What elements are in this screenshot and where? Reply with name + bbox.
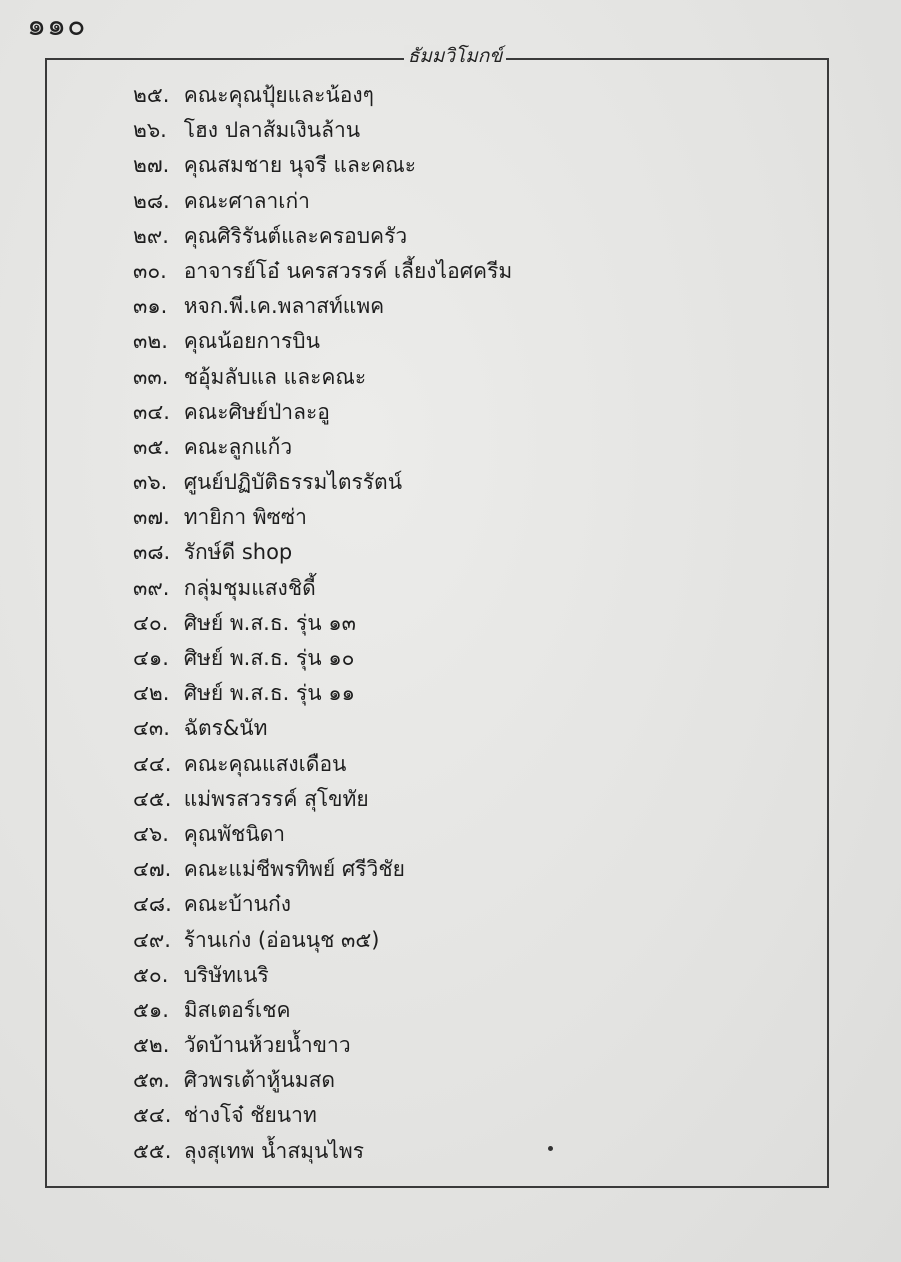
entry-text: ทายิกา พิซซ่า bbox=[183, 505, 307, 530]
entry-number: ๒๖. bbox=[133, 118, 167, 143]
list-item bbox=[133, 958, 512, 993]
list-item bbox=[133, 289, 512, 324]
list-item bbox=[133, 676, 512, 711]
entry-number: ๓๓. bbox=[133, 364, 169, 389]
entry-text: แม่พรสวรรค์ สุโขทัย bbox=[183, 786, 369, 811]
entry-text: คณะแม่ชีพรทิพย์ ศรีวิชัย bbox=[183, 857, 405, 882]
list-item bbox=[133, 817, 512, 852]
list-item bbox=[133, 535, 512, 570]
entry-text: คณะคุณแสงเดือน bbox=[183, 751, 347, 776]
list-item bbox=[133, 1063, 512, 1098]
list-item bbox=[133, 1134, 512, 1169]
list-item bbox=[133, 852, 512, 887]
list-item bbox=[133, 606, 512, 641]
entry-number: ๔๔. bbox=[133, 751, 172, 776]
list-item bbox=[133, 430, 512, 465]
entry-number: ๒๙. bbox=[133, 223, 169, 248]
entry-number: ๕๐. bbox=[133, 962, 169, 987]
list-item bbox=[133, 993, 512, 1028]
entry-text: คณะศิษย์ป่าละอู bbox=[183, 399, 330, 424]
entry-text: รักษ์ดี shop bbox=[183, 540, 293, 565]
entry-text: คณะคุณปุ้ยและน้องๆ bbox=[183, 83, 374, 107]
entry-text: หจก.พี.เค.พลาสท์แพค bbox=[183, 294, 385, 319]
ink-dot bbox=[548, 1146, 553, 1151]
list-item bbox=[133, 887, 512, 922]
entry-number: ๓๕. bbox=[133, 434, 170, 459]
list-item bbox=[133, 78, 512, 113]
entry-text: ศิษย์ พ.ส.ธ. รุ่น ๑๑ bbox=[183, 681, 355, 706]
entry-number: ๓๘. bbox=[133, 540, 171, 565]
entry-number: ๕๒. bbox=[133, 1033, 170, 1058]
entry-text: มิสเตอร์เชค bbox=[183, 997, 291, 1022]
list-item bbox=[133, 360, 512, 395]
entry-number: ๔๖. bbox=[133, 821, 169, 846]
entry-number: ๔๘. bbox=[133, 892, 172, 917]
entry-text: คุณสมชาย นุจรี และคณะ bbox=[183, 153, 417, 178]
entry-text: ศิวพรเต้าหู้นมสด bbox=[183, 1068, 336, 1093]
list-item bbox=[133, 324, 512, 359]
entry-number: ๕๕. bbox=[133, 1138, 172, 1163]
entry-text: ช่างโจ๋ ชัยนาท bbox=[183, 1103, 317, 1128]
entry-number: ๕๑. bbox=[133, 997, 169, 1022]
entry-text: คุณพัชนิดา bbox=[183, 821, 286, 846]
entry-text: ชอุ้มลับแล และคณะ bbox=[183, 364, 367, 389]
list-item bbox=[133, 500, 512, 535]
list-item bbox=[133, 641, 512, 676]
list-item bbox=[133, 395, 512, 430]
list-item bbox=[133, 465, 512, 500]
entry-text: อาจารย์โอ๋ นครสวรรค์ เลี้ยงไอศครีม bbox=[183, 258, 513, 283]
entry-text: คุณศิริรันต์และครอบครัว bbox=[183, 223, 408, 248]
entry-number: ๓๖. bbox=[133, 470, 168, 495]
list-item bbox=[133, 219, 512, 254]
list-item bbox=[133, 184, 512, 219]
entry-number: ๓๑. bbox=[133, 294, 168, 319]
entry-text: คุณน้อยการบิน bbox=[183, 329, 320, 354]
entry-number: ๕๓. bbox=[133, 1068, 170, 1093]
entry-number: ๓๐. bbox=[133, 258, 167, 283]
list-item bbox=[133, 747, 512, 782]
running-header-text: ธัมมวิโมกข์ bbox=[404, 45, 507, 67]
entry-text: บริษัทเนริ bbox=[183, 962, 269, 987]
list-item bbox=[133, 1098, 512, 1133]
entry-number: ๓๔. bbox=[133, 399, 170, 424]
entry-text: โฮง ปลาส้มเงินล้าน bbox=[183, 118, 361, 143]
list-item bbox=[133, 923, 512, 958]
entry-number: ๒๘. bbox=[133, 188, 170, 213]
entry-number: ๔๗. bbox=[133, 857, 172, 882]
entry-text: คณะลูกแก้ว bbox=[183, 434, 293, 459]
entry-number: ๓๗. bbox=[133, 505, 170, 530]
donor-list bbox=[133, 78, 512, 1169]
entry-number: ๔๐. bbox=[133, 610, 169, 635]
entry-text: ศิษย์ พ.ส.ธ. รุ่น ๑๓ bbox=[183, 610, 357, 635]
entry-text: กลุ่มชุมแสงชิดี้ bbox=[183, 575, 316, 600]
list-item bbox=[133, 113, 512, 148]
list-item bbox=[133, 571, 512, 606]
list-item bbox=[133, 1028, 512, 1063]
entry-number: ๔๙. bbox=[133, 927, 171, 952]
entry-number: ๔๕. bbox=[133, 786, 172, 811]
page-number: ๑๑๐ bbox=[27, 8, 87, 43]
list-item bbox=[133, 148, 512, 183]
entry-text: ลุงสุเทพ น้ำสมุนไพร bbox=[183, 1138, 365, 1163]
entry-text: คณะศาลาเก่า bbox=[183, 188, 310, 213]
running-header bbox=[380, 44, 530, 68]
entry-text: ร้านเก่ง (อ่อนนุช ๓๕) bbox=[183, 927, 380, 952]
entry-number: ๒๕. bbox=[133, 83, 170, 107]
entry-number: ๓๙. bbox=[133, 575, 170, 600]
entry-number: ๔๓. bbox=[133, 716, 170, 741]
entry-number: ๒๗. bbox=[133, 153, 170, 178]
entry-text: วัดบ้านห้วยน้ำขาว bbox=[183, 1033, 351, 1058]
entry-text: คณะบ้านก๋ง bbox=[183, 892, 291, 917]
entry-number: ๕๔. bbox=[133, 1103, 172, 1128]
list-item bbox=[133, 711, 512, 746]
list-item bbox=[133, 254, 512, 289]
entry-number: ๓๒. bbox=[133, 329, 168, 354]
list-item bbox=[133, 782, 512, 817]
entry-number: ๔๑. bbox=[133, 646, 169, 670]
entry-text: ศิษย์ พ.ส.ธ. รุ่น ๑๐ bbox=[183, 646, 355, 670]
entry-text: ศูนย์ปฏิบัติธรรมไตรรัตน์ bbox=[183, 470, 403, 495]
entry-number: ๔๒. bbox=[133, 681, 170, 706]
entry-text: ฉัตร&นัท bbox=[183, 716, 268, 741]
